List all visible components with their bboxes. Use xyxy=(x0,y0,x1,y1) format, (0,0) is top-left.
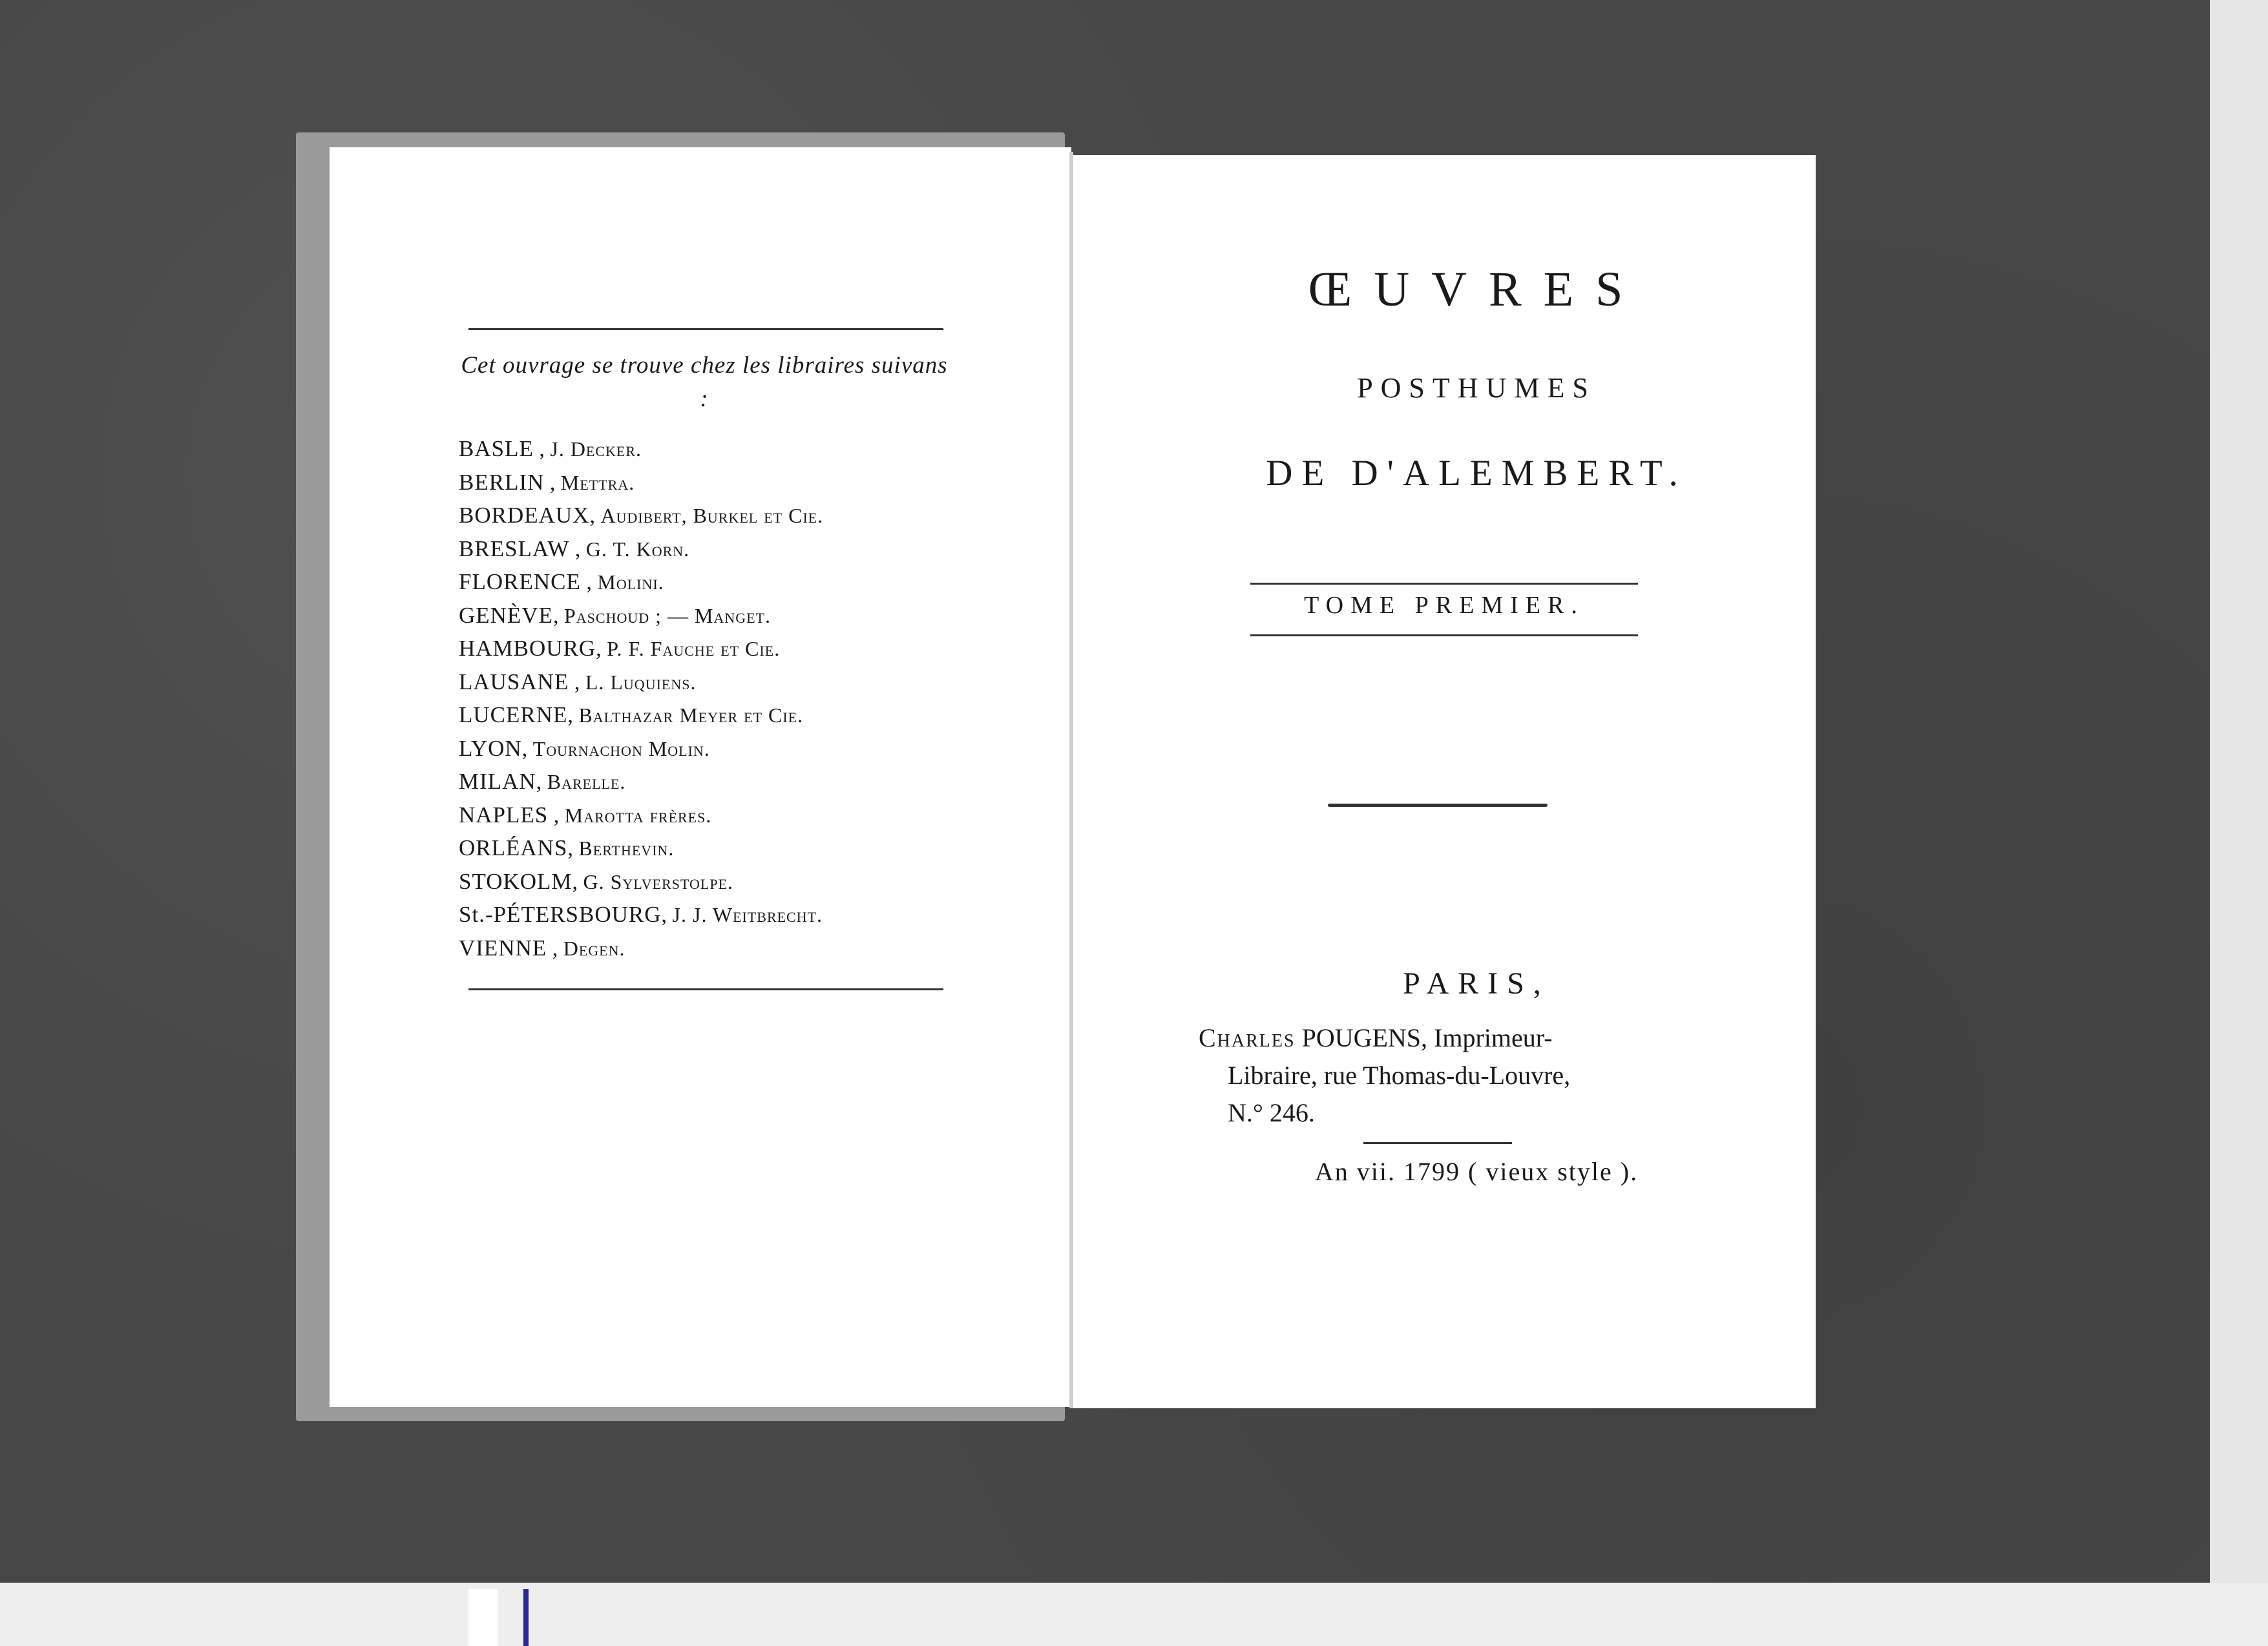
book-title: ŒUVRES xyxy=(1308,262,1645,317)
list-item: BASLE , J. Decker. xyxy=(459,436,642,461)
list-item: LYON, Tournachon Molin. xyxy=(459,735,710,761)
list-item: STOKOLM, G. Sylverstolpe. xyxy=(459,868,734,894)
libraires-intro: Cet ouvrage se trouve chez les libraires suivans : xyxy=(461,352,948,412)
city: BRESLAW xyxy=(459,536,570,561)
libraire-names: Audibert, Burkel et Cie. xyxy=(600,504,824,527)
libraire-names: L. Luquiens. xyxy=(585,670,697,694)
book-author: DE D'ALEMBERT. xyxy=(1266,453,1687,494)
libraire-names: Paschoud ; — Manget. xyxy=(563,603,771,627)
list-item: NAPLES , Marotta frères. xyxy=(459,802,712,828)
volume-top-rule xyxy=(1250,583,1638,585)
city: BERLIN xyxy=(459,469,545,495)
imprint-date: An vii. 1799 ( vieux style ). xyxy=(1314,1157,1639,1186)
imprint-rule xyxy=(1363,1142,1512,1144)
publisher-name: POUGENS, Imprimeur- xyxy=(1301,1023,1553,1052)
right-page xyxy=(1073,155,1816,1408)
city: St.-PÉTERSBOURG xyxy=(459,902,662,927)
city: LUCERNE xyxy=(459,702,568,727)
libraire-names: J. J. Weitbrecht. xyxy=(672,903,823,926)
city: VIENNE xyxy=(459,935,547,961)
libraire-names: Molini. xyxy=(597,570,664,594)
bottom-strip xyxy=(0,1583,2268,1646)
list-item: LAUSANE , L. Luquiens. xyxy=(459,669,697,694)
list-item: St.-PÉTERSBOURG, J. J. Weitbrecht. xyxy=(459,902,823,927)
list-item: LUCERNE, Balthazar Meyer et Cie. xyxy=(459,702,804,727)
list-item: BRESLAW , G. T. Korn. xyxy=(459,536,690,561)
book-gutter xyxy=(1069,152,1073,1408)
scanner-edge xyxy=(2210,0,2268,1583)
city: STOKOLM xyxy=(459,868,572,894)
ornament-rule xyxy=(1328,804,1548,807)
left-bottom-rule xyxy=(468,988,943,990)
libraire-names: J. Decker. xyxy=(550,437,642,461)
volume-bottom-rule xyxy=(1250,634,1638,636)
libraire-names: G. T. Korn. xyxy=(585,537,690,561)
city: LYON xyxy=(459,735,522,761)
city: MILAN xyxy=(459,769,536,794)
publisher-number: N.° 246. xyxy=(1228,1098,1315,1127)
libraires-list xyxy=(459,433,950,965)
city: LAUSANE xyxy=(459,669,569,694)
city: NAPLES xyxy=(459,802,549,828)
libraire-names: Marotta frères. xyxy=(564,803,712,827)
list-item: BORDEAUX, Audibert, Burkel et Cie. xyxy=(459,503,824,528)
list-item: ORLÉANS, Berthevin. xyxy=(459,835,675,860)
publisher-firstname: Charles xyxy=(1199,1023,1296,1052)
city: BASLE xyxy=(459,436,534,461)
volume-label: TOME PREMIER. xyxy=(1304,592,1584,619)
city: BORDEAUX xyxy=(459,503,590,528)
list-item: MILAN, Barelle. xyxy=(459,769,626,794)
libraire-names: Berthevin. xyxy=(578,837,675,860)
list-item: HAMBOURG, P. F. Fauche et Cie. xyxy=(459,636,781,661)
list-item: VIENNE , Degen. xyxy=(459,935,625,961)
imprint-place: PARIS, xyxy=(1403,966,1550,1001)
city: FLORENCE xyxy=(459,569,581,594)
libraire-names: P. F. Fauche et Cie. xyxy=(607,637,781,660)
libraire-names: Balthazar Meyer et Cie. xyxy=(578,703,804,727)
list-item: GENÈVE, Paschoud ; — Manget. xyxy=(459,602,771,628)
list-item: BERLIN , Mettra. xyxy=(459,469,635,495)
book-subtitle: POSTHUMES xyxy=(1357,372,1596,404)
city: GENÈVE xyxy=(459,602,553,628)
strip-mark-blue xyxy=(523,1589,529,1646)
imprint-publisher xyxy=(1199,1019,1728,1132)
libraire-names: Tournachon Molin. xyxy=(532,736,710,760)
libraire-names: Mettra. xyxy=(560,470,635,494)
city: HAMBOURG xyxy=(459,636,596,661)
strip-mark xyxy=(468,1589,498,1646)
left-top-rule xyxy=(468,328,943,330)
libraire-names: Degen. xyxy=(563,936,625,960)
city: ORLÉANS xyxy=(459,835,568,860)
libraire-names: G. Sylverstolpe. xyxy=(583,870,734,893)
list-item: FLORENCE , Molini. xyxy=(459,569,664,594)
libraire-names: Barelle. xyxy=(547,770,626,793)
publisher-address: Libraire, rue Thomas-du-Louvre, xyxy=(1228,1061,1571,1090)
